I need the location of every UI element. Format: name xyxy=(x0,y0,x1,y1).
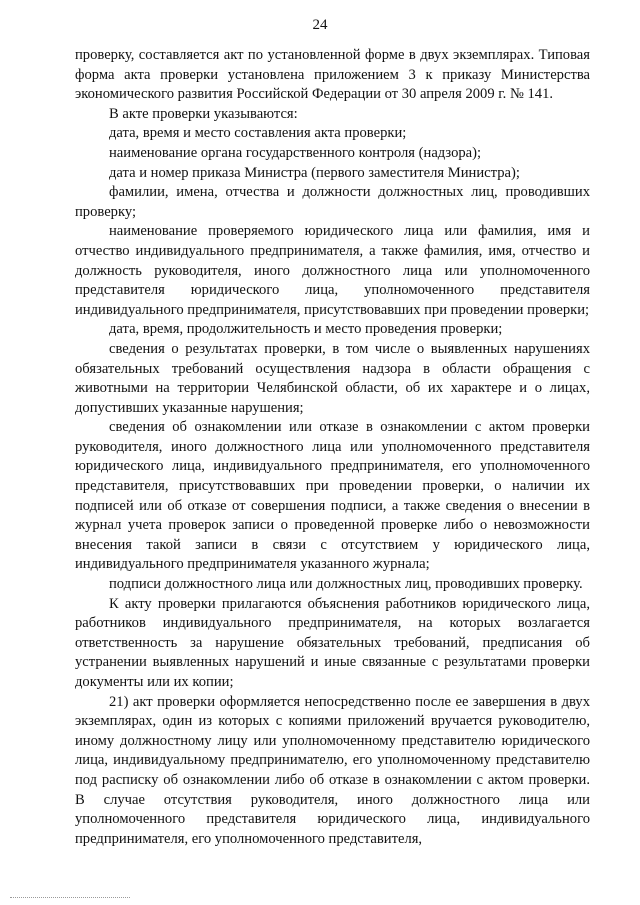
paragraph: подписи должностного лица или должностных лиц, проводивших проверку. xyxy=(109,576,583,593)
paragraph: проверку, составляется акт по установленной форме в двух экземплярах. Типовая форма акта проверки установлена приложением 3 к приказу Министерства экономического развития Российской Федерации от 30 апреля 2009 г. № 141. xyxy=(75,47,590,103)
paragraph: наименование органа государственного контроля (надзора); xyxy=(109,144,482,161)
document-body xyxy=(75,46,590,849)
paragraph: дата и номер приказа Министра (первого заместителя Министра); xyxy=(109,164,520,181)
paragraph: фамилии, имена, отчества и должности должностных лиц, проводивших проверку; xyxy=(75,184,590,220)
paragraph: сведения об ознакомлении или отказе в ознакомлении с актом проверки руководителя, иного должностного лица или уполномоченного представителя юридического лица, индивидуального предпринимателя, его уполномоченного представителя, присутствовавших при проведении проверки, о наличии их подписей или об отказе от совершения подписи, а также сведения о внесении в журнал учета проверок записи о проведенной проверке либо о невозможности внесения такой записи в связи с отсутствием у юридического лица, индивидуального предпринимателя указанного журнала; xyxy=(75,419,590,573)
paragraph: сведения о результатах проверки, в том числе о выявленных нарушениях обязательных требований осуществления надзора в области обращения с животными на территории Челябинской области, об их характере и о лицах, допустивших указанные нарушения; xyxy=(75,340,590,416)
paragraph: наименование проверяемого юридического лица или фамилия, имя и отчество индивидуального предпринимателя, а также фамилия, имя, отчество и должность руководителя, иного должностного лица или уполномоченного представителя юридического лица, уполномоченного представителя индивидуального предпринимателя, присутствовавших при проведении проверки; xyxy=(75,223,590,318)
paragraph: К акту проверки прилагаются объяснения работников юридического лица, работников индивидуального предпринимателя, на которых возлагается ответственность за нарушение обязательных требований, предписания об устранении выявленных нарушений и иные связанные с результатами проверки документы или их копии; xyxy=(75,595,590,690)
page-number: 24 xyxy=(312,17,328,33)
paragraph: дата, время, продолжительность и место проведения проверки; xyxy=(109,321,503,338)
paragraph: 21) акт проверки оформляется непосредственно после ее завершения в двух экземплярах, один из которых с копиями приложений вручается руководителю, иному должностному лицу или уполномоченному представителю юридического лица, индивидуальному предпринимателю, его уполномоченному представителю под расписку об ознакомлении либо об отказе в ознакомлении с актом проверки. В случае отсутствия руководителя, иного должностного лица или уполномоченного представителя юридического лица, индивидуального предпринимателя, его уполномоченного представителя, xyxy=(75,693,590,847)
paragraph: дата, время и место составления акта проверки; xyxy=(109,125,407,142)
paragraph: В акте проверки указываются: xyxy=(109,105,298,122)
scan-edge-line xyxy=(10,897,130,898)
